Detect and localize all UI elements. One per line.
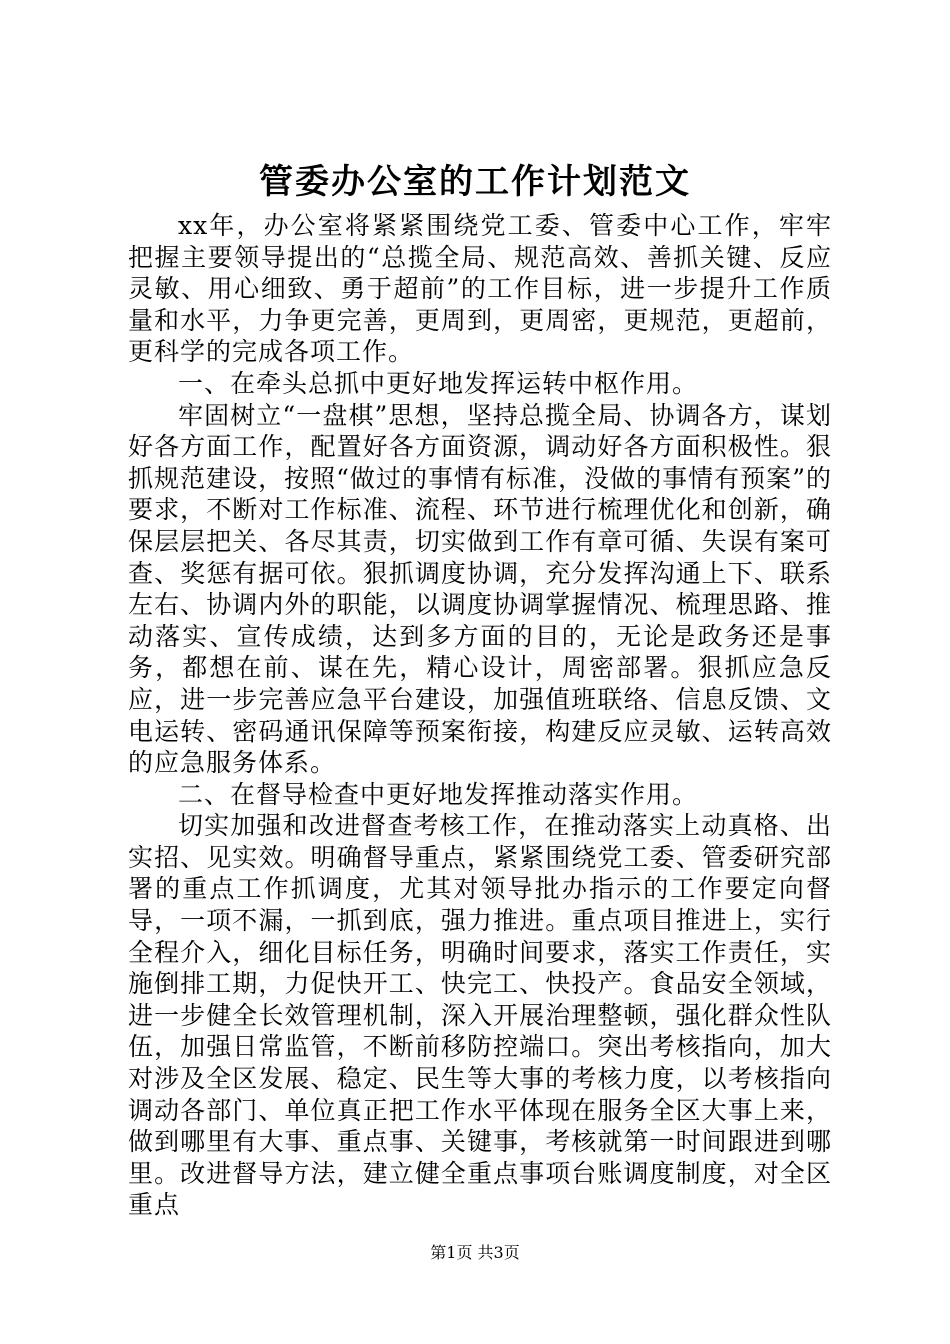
document-body [128, 210, 832, 1221]
paragraph-intro: xx年，办公室将紧紧围绕党工委、管委中心工作，牢牢把握主要领导提出的“总揽全局、规范高效、善抓关键、反应灵敏、用心细致、勇于超前”的工作目标，进一步提升工作质量和水平，力争更完善，更周到，更周密，更规范，更超前，更科学的完成各项工作。 [128, 211, 832, 367]
section-heading-2: 二、在督导检查中更好地发挥推动落实作用。 [178, 779, 699, 809]
section-heading-1: 一、在牵头总抓中更好地发挥运转中枢作用。 [178, 368, 699, 398]
page-number-footer: 第1页 共3页 [430, 1243, 520, 1262]
paragraph-section-2: 切实加强和改进督查考核工作，在推动落实上动真格、出实招、见实效。明确督导重点，紧紧围绕党工委、管委研究部署的重点工作抓调度，尤其对领导批办指示的工作要定向督导，一项不漏，一抓到底，强力推进。重点项目推进上，实行全程介入，细化目标任务，明确时间要求，落实工作责任，实施倒排工期，力促快开工、快完工、快投产。食品安全领域，进一步健全长效管理机制，深入开展治理整顿，强化群众性队伍，加强日常监管，不断前移防控端口。突出考核指向，加大对涉及全区发展、稳定、民生等大事的考核力度，以考核指向调动各部门、单位真正把工作水平体现在服务全区大事上来，做到哪里有大事、重点事、关键事，考核就第一时间跟进到哪里。改进督导方法，建立健全重点事项台账调度制度，对全区重点 [128, 811, 832, 1220]
paragraph-section-1: 牢固树立“一盘棋”思想，坚持总揽全局、协调各方，谋划好各方面工作，配置好各方面资源，调动好各方面积极性。狠抓规范建设，按照“做过的事情有标准，没做的事情有预案”的要求，不断对工作标准、流程、环节进行梳理优化和创新，确保层层把关、各尽其责，切实做到工作有章可循、失误有案可查、奖惩有据可依。狠抓调度协调，充分发挥沟通上下、联系左右、协调内外的职能，以调度协调掌握情况、梳理思路、推动落实、宣传成绩，达到多方面的目的，无论是政务还是事务，都想在前、谋在先，精心设计，周密部署。狠抓应急反应，进一步完善应急平台建设，加强值班联络、信息反馈、文电运转、密码通讯保障等预案衔接，构建反应灵敏、运转高效的应急服务体系。 [128, 400, 832, 778]
document-title: 管委办公室的工作计划范文 [259, 162, 691, 202]
